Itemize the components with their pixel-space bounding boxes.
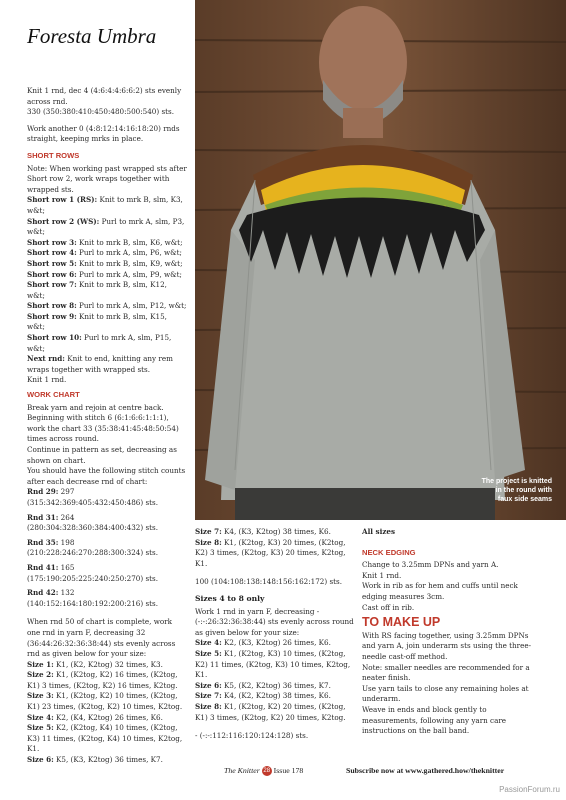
short-row-item xyxy=(27,217,187,238)
rnd-item-label: Rnd 41: xyxy=(27,562,59,572)
all-sizes-heading: All sizes xyxy=(362,527,396,536)
size-item-label: Size 5: xyxy=(195,648,222,658)
size-item-text: K2, (K3, K2tog) 26 times, K6. xyxy=(221,638,331,648)
text-p1b: 330 (350:380:410:450:480:500:540) sts. xyxy=(27,107,175,117)
size-item-label: Size 2: xyxy=(27,670,54,680)
neck-edging-heading: NECK EDGING xyxy=(362,547,416,557)
size-list-2 xyxy=(195,527,355,569)
short-row-item-text: Purl to mrk A, slm, P9, w&t; xyxy=(76,269,182,279)
short-row-item-text: Purl to mrk A, slm, P12, w&t; xyxy=(76,301,187,311)
size-item-text: K1, (K2tog, K3) 20 times, (K2tog, K2) 3 times, (K2tog, K3) 20 times, K2tog, K1. xyxy=(195,537,346,568)
make-up-line: Note: smaller needles are recommended for a neater finish. xyxy=(362,662,530,683)
size-item-label: Size 6: xyxy=(27,755,54,765)
size-item-text: K1, (K2tog, K2) 20 times, (K2tog, K1) 3 times, (K2tog, K2) 20 times, K2tog. xyxy=(195,701,346,722)
short-row-item-label: Short row 10: xyxy=(27,333,82,343)
short-row-item xyxy=(27,238,187,249)
sweater-photo-illustration xyxy=(195,0,566,520)
size-item xyxy=(195,702,355,723)
size-item xyxy=(27,713,187,724)
size-list-1 xyxy=(27,660,187,766)
work-chart-text-2: Continue in pattern as set, decreasing as shown on chart. xyxy=(27,445,177,465)
size-item-text: K2, (K4, K2tog) 26 times, K6. xyxy=(53,712,163,722)
text-p2: Work another 0 (4:8:12:14:16:18:20) rnds straight, keeping mrks in place. xyxy=(27,123,180,144)
size-item-label: Size 4: xyxy=(27,712,54,722)
short-rows-list xyxy=(27,195,187,375)
short-row-item-text: Knit to mrk B, slm, K3, w&t; xyxy=(27,195,183,215)
rnd-item-label: Rnd 31: xyxy=(27,512,59,522)
make-up-line: Use yarn tails to close any remaining holes at underarm. xyxy=(362,683,529,704)
neck-edging-line: Knit 1 rnd. xyxy=(362,570,402,580)
neck-edging-line: Cast off in rib. xyxy=(362,602,415,612)
rnd-item xyxy=(27,588,187,609)
short-row-item-text: Knit to mrk B, slm, K15, w&t; xyxy=(27,311,167,332)
work-chart-text-3: You should have the following stitch counts after each decrease rnd of chart: xyxy=(27,466,186,486)
size-item-text: K1, (K2tog, K2) 16 times, (K2tog, K1) 3 times, (K2tog, K2) 16 times, K2tog. xyxy=(27,670,178,690)
size-item xyxy=(195,638,355,649)
rnd-item-label: Rnd 29: xyxy=(27,487,59,497)
column-1 xyxy=(27,86,187,766)
rnd-item xyxy=(27,563,187,584)
size-item-text: K5, (K2, K2tog) 36 times, K7. xyxy=(221,680,331,690)
size-item-label: Size 5: xyxy=(27,723,54,733)
short-row-item-text: Purl to mrk A, slm, P6, w&t; xyxy=(76,248,182,258)
page-title: Foresta Umbra xyxy=(27,24,157,48)
make-up-line: With RS facing together, using 3.25mm DPNs and yarn A, join underarm sts using the three-needle cast-off method. xyxy=(362,630,532,661)
rnd-item-text: 132 (140:152:164:180:192:200:216) sts. xyxy=(27,588,159,608)
short-row-item xyxy=(27,301,187,312)
size-item xyxy=(27,755,187,766)
short-row-item-label: Short row 7: xyxy=(27,280,77,290)
work-chart-heading: WORK CHART xyxy=(27,390,80,400)
short-row-item xyxy=(27,354,187,375)
rnd-item-label: Rnd 35: xyxy=(27,537,59,547)
short-row-item-label: Next rnd: xyxy=(27,354,65,364)
size-item-label: Size 3: xyxy=(27,691,54,701)
rnd-list xyxy=(27,487,187,609)
short-row-item-text: Knit to end, knitting any rem wraps together with wrapped sts. xyxy=(27,354,173,374)
size-item xyxy=(27,723,187,755)
size-item-label: Size 1: xyxy=(27,659,54,669)
size-item-label: Size 7: xyxy=(195,527,222,536)
size-item-label: Size 7: xyxy=(195,691,222,701)
footer-magazine xyxy=(224,766,303,776)
size-item-text: K4, (K3, K2tog) 38 times, K6. xyxy=(221,527,331,536)
after-chart-text: When rnd 50 of chart is complete, work one rnd in yarn F, decreasing 32 (36:44:26:32:36:38:44) sts evenly across rnd as given below for your size: xyxy=(27,617,176,659)
rnd-item-text: 297 (315:342:369:405:432:450:486) sts. xyxy=(27,487,159,507)
size-item-text: K4, (K2, K2tog) 38 times, K6. xyxy=(221,691,331,701)
size-item-label: Size 6: xyxy=(195,680,222,690)
neck-edging-line: Work in rib as for hem and cuffs until neck edging measures 3cm. xyxy=(362,581,518,601)
col2-text-3: - (-:-:112:116:120:124:128) sts. xyxy=(195,731,309,741)
size-item xyxy=(27,670,187,691)
knit-one-rnd: Knit 1 rnd. xyxy=(27,375,67,385)
short-row-item-label: Short row 9: xyxy=(27,311,77,321)
footer-subscribe[interactable]: Subscribe now at www.gathered.how/theknitter xyxy=(346,766,505,775)
short-row-item-label: Short row 4: xyxy=(27,248,77,258)
size-list-3 xyxy=(195,638,355,723)
size-item xyxy=(27,660,187,671)
col2-text-2: Work 1 rnd in yarn F, decreasing - (-:-:26:32:36:38:44) sts evenly across round as given below for your size: xyxy=(195,606,354,637)
size-item xyxy=(195,649,355,681)
rnd-item-text: 198 (210:228:246:270:288:300:324) sts. xyxy=(27,537,159,558)
size-item xyxy=(195,691,355,702)
size-item-text: K1, (K2tog, K3) 10 times, (K2tog, K2) 11 times, (K2tog, K3) 10 times, K2tog, K1. xyxy=(195,648,351,680)
col2-text-1: 100 (104:108:138:148:156:162:172) sts. xyxy=(195,577,343,587)
rnd-item-text: 165 (175:190:205:225:240:250:270) sts. xyxy=(27,562,159,583)
short-row-item-label: Short row 1 (RS): xyxy=(27,195,98,205)
column-3 xyxy=(362,527,542,737)
size-item xyxy=(195,681,355,692)
make-up-line: Weave in ends and block gently to measurements, following any yarn care instructions on the ball band. xyxy=(362,704,507,736)
model-photo xyxy=(195,0,566,520)
short-row-item xyxy=(27,333,187,354)
make-up-heading: TO MAKE UP xyxy=(362,615,441,630)
short-row-item-text: Knit to mrk B, slm, K6, w&t; xyxy=(76,237,183,247)
rnd-item-label: Rnd 42: xyxy=(27,588,59,598)
short-row-item-text: Knit to mrk B, slm, K12, w&t; xyxy=(27,280,167,300)
short-row-item-text: Knit to mrk B, slm, K9, w&t; xyxy=(76,258,183,268)
short-row-item xyxy=(27,259,187,270)
size-item-label: Size 8: xyxy=(195,701,222,711)
short-row-item-label: Short row 5: xyxy=(27,258,77,268)
neck-edging-list xyxy=(362,560,542,613)
short-rows-heading: SHORT ROWS xyxy=(27,150,80,160)
footer-mag-name: The Knitter xyxy=(224,766,260,775)
size-item-text: K1, (K2, K2tog) 32 times, K3. xyxy=(53,659,163,669)
work-chart-text-1: Break yarn and rejoin at centre back. Beginning with stitch 6 (6:1:6:6:1:1:1), work the chart 33 (35:38:41:45:48:50:54) times across round. xyxy=(27,402,179,444)
size-item xyxy=(27,691,187,712)
short-row-item-text: Purl to mrk A, slm, P15, w&t; xyxy=(27,333,172,353)
short-rows-note: Note: When working past wrapped sts after Short row 2, work wraps together with wrapped sts. xyxy=(27,163,187,194)
size-item xyxy=(195,527,355,538)
text-p1: Knit 1 rnd, dec 4 (4:6:4:4:6:6:2) sts evenly across rnd. xyxy=(27,86,182,106)
short-row-item-label: Short row 8: xyxy=(27,301,77,311)
short-row-item xyxy=(27,270,187,281)
footer-issue: Issue 178 xyxy=(273,766,304,775)
short-row-item-text: Purl to mrk A, slm, P3, w&t; xyxy=(27,216,185,237)
neck-edging-line: Change to 3.25mm DPNs and yarn A. xyxy=(362,560,499,570)
column-2 xyxy=(195,527,355,748)
watermark: PassionForum.ru xyxy=(499,785,560,794)
sizes-4-8-heading: Sizes 4 to 8 only xyxy=(195,593,265,603)
short-row-item xyxy=(27,312,187,333)
rnd-item xyxy=(27,538,187,559)
size-item xyxy=(195,538,355,570)
size-item-text: K1, (K2tog, K2) 10 times, (K2tog, K1) 23 times, (K2tog, K2) 10 times, K2tog. xyxy=(27,691,183,712)
size-item-label: Size 4: xyxy=(195,638,222,648)
photo-caption: The project is knitted in the round with faux side seams xyxy=(481,478,552,503)
rnd-item xyxy=(27,487,187,508)
size-item-label: Size 8: xyxy=(195,537,222,547)
short-row-item xyxy=(27,195,187,216)
size-item-text: K2, (K2tog, K4) 10 times, (K2tog, K3) 11 times, (K2tog, K4) 10 times, K2tog, K1. xyxy=(27,723,183,754)
short-row-item-label: Short row 2 (WS): xyxy=(27,216,100,226)
size-item-text: K5, (K3, K2tog) 36 times, K7. xyxy=(53,755,163,765)
make-up-list xyxy=(362,631,542,737)
short-row-item xyxy=(27,248,187,259)
rnd-item xyxy=(27,513,187,534)
page-number-badge: 28 xyxy=(263,768,271,775)
short-row-item xyxy=(27,280,187,301)
short-row-item-label: Short row 3: xyxy=(27,237,77,247)
rnd-item-text: 264 (280:304:328:360:384:400:432) sts. xyxy=(27,512,159,533)
short-row-item-label: Short row 6: xyxy=(27,269,77,279)
